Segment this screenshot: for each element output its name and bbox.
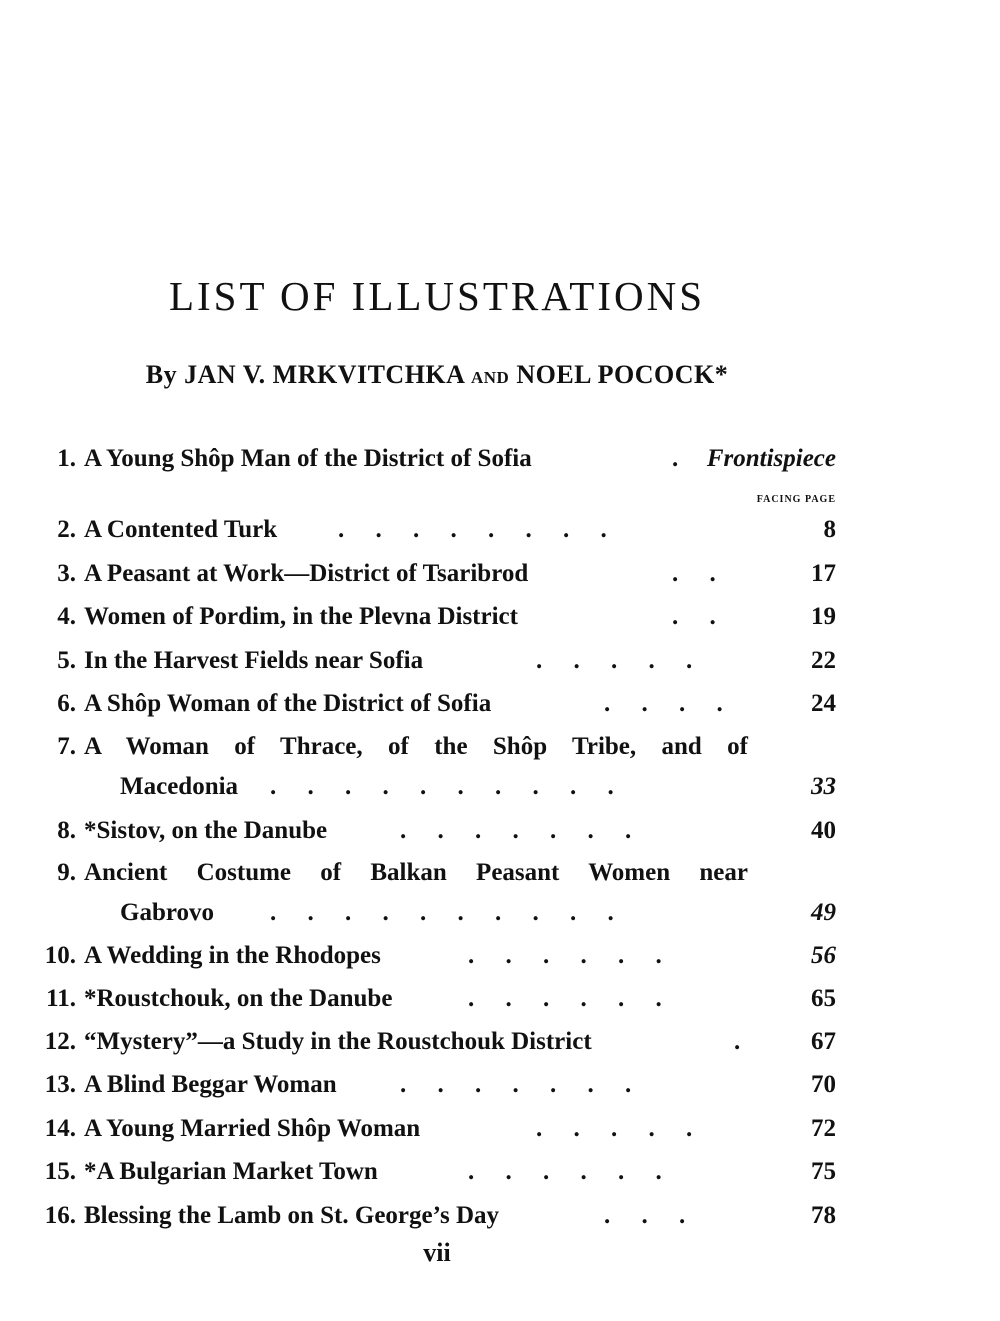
entry-title-continuation: Gabrovo xyxy=(120,899,214,926)
entry-title: *A Bulgarian Market Town xyxy=(84,1158,378,1185)
entry-page: 49 xyxy=(811,899,836,926)
entry-title: A Shôp Woman of the District of Sofia xyxy=(84,690,492,717)
leader-dots: . . xyxy=(672,560,716,587)
leader-dots: . . . xyxy=(604,1202,686,1229)
entry-page: 17 xyxy=(811,560,836,587)
entry-number: 12. xyxy=(44,1028,76,1055)
leader-dots: . . . . . xyxy=(536,647,693,674)
entry-title: A Contented Turk xyxy=(84,516,278,543)
entry-page: 19 xyxy=(811,603,836,630)
entry-title: A Blind Beggar Woman xyxy=(84,1071,337,1098)
leader-dots: . . . . . . . xyxy=(400,1071,632,1098)
entry-title: In the Harvest Fields near Sofia xyxy=(84,647,424,674)
entry-page: 24 xyxy=(811,690,836,717)
facing-page-header: FACING PAGE xyxy=(756,494,836,505)
entry-page: 75 xyxy=(811,1158,836,1185)
byline-marker: * xyxy=(714,360,729,389)
entry-page: 78 xyxy=(811,1202,836,1229)
entry-page: 22 xyxy=(811,647,836,674)
leader-dots: . . . . . . xyxy=(468,942,662,969)
leader-dots: . . . . . xyxy=(536,1115,693,1142)
entry-number: 15. xyxy=(44,1158,76,1185)
entry-number: 13. xyxy=(44,1071,76,1098)
entry-number: 2. xyxy=(57,516,76,543)
entry-page: 67 xyxy=(811,1028,836,1055)
entry-title: A Young Married Shôp Woman xyxy=(84,1115,421,1142)
entry-title: Ancient Costume of Balkan Peasant Women near xyxy=(84,859,748,886)
entry-page: 33 xyxy=(811,773,836,800)
leader-dots: . . . . . . . . . . xyxy=(270,773,614,800)
entry-page: 65 xyxy=(811,985,836,1012)
leader-dots: . . . . . . . xyxy=(400,817,632,844)
entry-number: 9. xyxy=(57,859,76,886)
entry-number: 8. xyxy=(57,817,76,844)
page-number: vii xyxy=(423,1238,451,1267)
entry-page: 40 xyxy=(811,817,836,844)
entry-page: 8 xyxy=(823,516,836,543)
entry-page: 56 xyxy=(811,942,836,969)
byline-artist-2: NOEL POCOCK xyxy=(516,360,715,389)
entry-number: 1. xyxy=(57,445,76,472)
entry-number: 3. xyxy=(57,560,76,587)
entry-page: Frontispiece xyxy=(706,445,836,472)
entry-title: A Peasant at Work—District of Tsaribrod xyxy=(84,560,529,587)
leader-dots: . . . . . . xyxy=(468,1158,662,1185)
byline-artist-1: JAN V. MRKVITCHKA xyxy=(184,360,464,389)
entry-title: A Wedding in the Rhodopes xyxy=(84,942,381,969)
entry-title: *Sistov, on the Danube xyxy=(84,817,328,844)
entry-number: 4. xyxy=(57,603,76,630)
entry-number: 5. xyxy=(57,647,76,674)
byline xyxy=(0,360,874,390)
entry-title: A Young Shôp Man of the District of Sofia xyxy=(84,445,532,472)
entry-title: A Woman of Thrace, of the Shôp Tribe, and of xyxy=(84,733,748,760)
leader-dots: . . . . . . xyxy=(468,985,662,1012)
byline-and: AND xyxy=(471,368,510,387)
leader-dots: . . . . . . . . . . xyxy=(270,899,614,926)
entry-number: 10. xyxy=(44,942,76,969)
entry-page: 72 xyxy=(811,1115,836,1142)
leader-dots: . xyxy=(672,445,679,472)
entry-title: Women of Pordim, in the Plevna District xyxy=(84,603,518,630)
leader-dots: . xyxy=(734,1028,741,1055)
entry-title: *Roustchouk, on the Danube xyxy=(84,985,393,1012)
page-title: LIST OF ILLUSTRATIONS xyxy=(168,273,706,319)
entry-number: 6. xyxy=(57,690,76,717)
leader-dots: . . . . xyxy=(604,690,723,717)
entry-number: 16. xyxy=(44,1202,76,1229)
entry-title: “Mystery”—a Study in the Roustchouk District xyxy=(84,1028,592,1055)
byline-by: By xyxy=(145,360,178,389)
entry-page: 70 xyxy=(811,1071,836,1098)
entry-number: 11. xyxy=(46,985,76,1012)
entry-title: Blessing the Lamb on St. George’s Day xyxy=(84,1202,500,1229)
leader-dots: . . . . . . . . xyxy=(338,516,607,543)
entry-number: 7. xyxy=(57,733,76,760)
entry-title-continuation: Macedonia xyxy=(120,773,239,800)
entry-number: 14. xyxy=(44,1115,76,1142)
leader-dots: . . xyxy=(672,603,716,630)
